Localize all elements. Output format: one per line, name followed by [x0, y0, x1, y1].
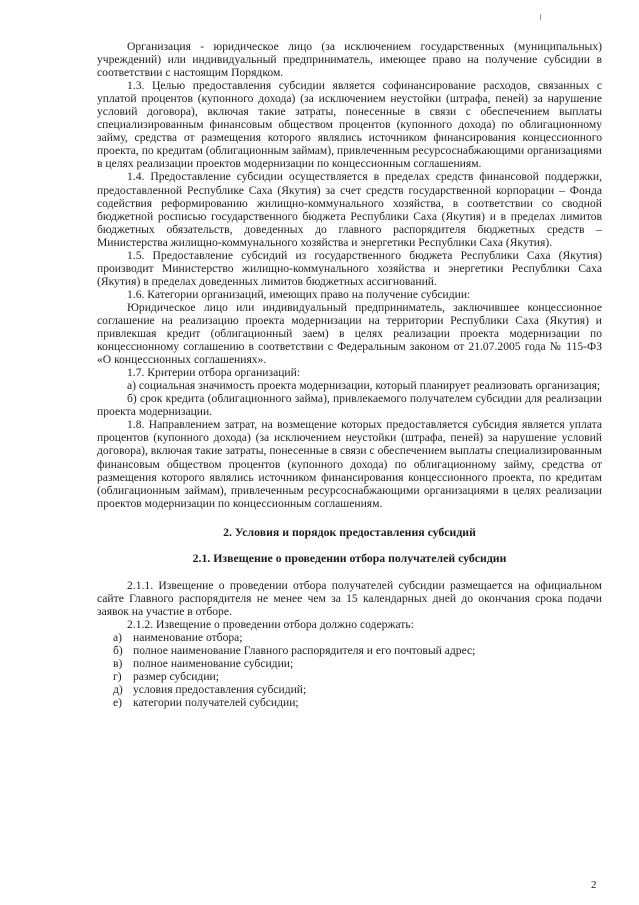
- paragraph-1-6: 1.6. Категории организаций, имеющих право на получение субсидии:: [127, 287, 471, 301]
- list-text: категории получателей субсидии;: [133, 696, 299, 710]
- paragraph-organization: Организация - юридическое лицо (за исключением государственных (муниципальных) учреждений) или индивидуальный предприниматель, имеющее право на получение субсидии в соответствии с настоящим Порядком.: [97, 40, 602, 80]
- list-marker: а): [113, 630, 123, 644]
- list-marker: е): [113, 696, 123, 710]
- list-item: [97, 657, 602, 670]
- paragraph-1-7-b: б) срок кредита (облигационного займа), привлекаемого получателем субсидии для реализации проекта модернизации.: [97, 392, 602, 419]
- list-item: [97, 683, 602, 696]
- paragraph-1-6-text: Юридическое лицо или индивидуальный предприниматель, заключившее концессионное соглашение на реализацию проекта модернизации на территории Республики Саха (Якутия) и привлекшая кредит (облигационный заем) в целях реализации проекта модернизации по концессионному соглашению в соответствии с Федеральным законом от 21.07.2005 года № 115-ФЗ «О концессионных соглашениях».: [97, 300, 602, 367]
- section-2-heading: 2. Условия и порядок предоставления субсидий: [223, 524, 476, 539]
- list-text: полное наименование Главного распорядителя и его почтовый адрес;: [133, 644, 476, 658]
- list-item: [97, 696, 602, 709]
- list-text: полное наименование субсидии;: [133, 657, 294, 671]
- list-marker: г): [113, 670, 122, 684]
- list-marker: б): [113, 644, 123, 658]
- paragraph-1-3: 1.3. Целью предоставления субсидии является софинансирование расходов, связанных с уплатой процентов (купонного дохода) (за исключением неустойки (штрафа, пеней) за нарушение условий договора), включая такие затраты, понесенные в связи с обеспечением выплаты специализированным финансовым обществом процентов (купонного дохода) по облигационному займу, средства от размещения которого являлись источником финансирования концессионного проекта, по кредитам (облигационным займам), привлеченным ресурсоснабжающими организациями в целях реализации проектов модернизации по концессионным соглашениям.: [97, 79, 602, 171]
- paragraph-1-7-a: а) социальная значимость проекта модернизации, который планирует реализовать организация;: [127, 379, 601, 393]
- list-text: условия предоставления субсидий;: [133, 683, 307, 697]
- list-marker: в): [113, 657, 123, 671]
- list-item: [97, 670, 602, 683]
- paragraph-1-8: 1.8. Направлением затрат, на возмещение которых предоставляется субсидия является уплата процентов (купонного дохода) (за исключением неустойки (штрафа, пеней) за нарушение условий договора), включая такие затраты, понесенные в связи с обеспечением выплаты специализированным финансовым обществом процентов (купонного дохода) по облигационному займу, средства от размещения которого являлись источником финансирования концессионного проекта, по кредитам (облигационным займам), привлеченным ресурсоснабжающими организациями в целях реализации проектов модернизации по концессионным соглашениям.: [97, 418, 602, 510]
- paragraph-2-1-2: 2.1.2. Извещение о проведении отбора должно содержать:: [127, 617, 414, 631]
- list-text: наименование отбора;: [133, 630, 243, 644]
- paragraph-1-5: 1.5. Предоставление субсидий из государственного бюджета Республики Саха (Якутия) производит Министерство жилищно-коммунального хозяйства и энергетики Республики Саха (Якутия) в пределах доведенных лимитов бюджетных ассигнований.: [97, 248, 602, 288]
- list-marker: д): [113, 683, 123, 697]
- list-item: [97, 631, 602, 644]
- paragraph-1-4: 1.4. Предоставление субсидии осуществляется в пределах средств финансовой поддержки, предоставленной Республике Саха (Якутия) за счет средств государственной корпорации – Фонда содействия реформированию жилищно-коммунального хозяйства, в соответствии со сводной бюджетной росписью государственного бюджета Республики Саха (Якутия) и в пределах лимитов бюджетных обязательств, доведенных до главного распорядителя бюджетных средств – Министерства жилищно-коммунального хозяйства и энергетики Республики Саха (Якутия).: [97, 170, 602, 249]
- list-text: размер субсидии;: [133, 670, 219, 684]
- scan-mark: [540, 14, 541, 20]
- paragraph-2-1-1: 2.1.1. Извещение о проведении отбора получателей субсидии размещается на официальном сайте Главного распорядителя не менее чем за 15 календарных дней до окончания срока подачи заявок на участие в отборе.: [97, 578, 602, 618]
- paragraph-1-7: 1.7. Критерии отбора организаций:: [127, 366, 301, 380]
- subsection-2-1-heading: 2.1. Извещение о проведении отбора получателей субсидии: [192, 550, 507, 565]
- list-item: [97, 644, 602, 657]
- page-number: 2: [591, 879, 597, 891]
- document-body: [97, 40, 602, 709]
- requirements-list: [97, 631, 602, 709]
